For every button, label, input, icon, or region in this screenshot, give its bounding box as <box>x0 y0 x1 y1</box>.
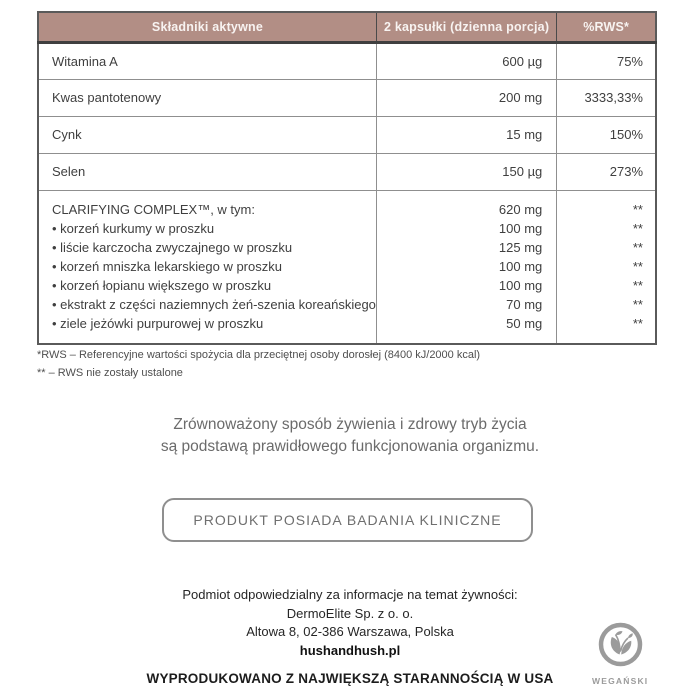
footnotes <box>37 346 480 382</box>
col-header-active-ingredients: Składniki aktywne <box>38 12 376 42</box>
balanced-diet-line1: Zrównoważony sposób żywienia i zdrowy tryb życia <box>173 416 527 433</box>
complex-item: • ekstrakt z części naziemnych żeń-szenia koreańskiego <box>52 296 376 312</box>
ingredient-amount: 600 µg <box>376 42 556 79</box>
table-row <box>38 116 656 153</box>
complex-rws: ** <box>632 277 643 293</box>
table-row-clarifying-complex <box>38 190 656 344</box>
complex-rws: ** <box>632 220 643 236</box>
balanced-diet-line2: są podstawą prawidłowego funkcjonowania organizmu. <box>160 438 540 455</box>
table-row <box>38 79 656 116</box>
complex-item: • korzeń łopianu większego w proszku <box>52 277 272 293</box>
ingredient-rws: 75% <box>557 42 656 79</box>
complex-rws: ** <box>632 315 643 331</box>
ingredient-amount: 150 µg <box>376 153 556 190</box>
complex-rws: ** <box>632 201 643 217</box>
ingredient-name: Selen <box>38 153 376 190</box>
footnote-rws-not-set: ** – RWS nie zostały ustalone <box>37 367 183 379</box>
clinical-studies-label: PRODUKT POSIADA BADANIA KLINICZNE <box>193 512 502 528</box>
complex-rws: ** <box>632 258 643 274</box>
complex-item: • korzeń mniszka lekarskiego w proszku <box>52 258 282 274</box>
company-address: Altowa 8, 02-386 Warszawa, Polska <box>246 624 454 639</box>
complex-amount: 100 mg <box>498 220 543 236</box>
leaf-icon <box>597 655 644 672</box>
responsible-entity-line: Podmiot odpowiedzialny za informacje na temat żywności: <box>182 587 518 602</box>
complex-amount: 70 mg <box>506 296 543 312</box>
complex-amount: 50 mg <box>506 315 543 331</box>
balanced-diet-note <box>0 414 700 458</box>
col-header-rws: %RWS* <box>557 12 656 42</box>
ingredient-name: Kwas pantotenowy <box>38 79 376 116</box>
made-in-usa-line: WYPRODUKOWANO Z NAJWIĘKSZĄ STARANNOŚCIĄ W USA <box>146 671 554 686</box>
complex-amount: 100 mg <box>498 277 543 293</box>
vegan-badge <box>592 621 648 686</box>
ingredient-rws: 3333,33% <box>557 79 656 116</box>
table-row <box>38 42 656 79</box>
complex-item: • ziele jeżówki purpurowej w proszku <box>52 315 264 331</box>
ingredient-name: Cynk <box>38 116 376 153</box>
complex-names-cell <box>38 190 376 344</box>
complex-amounts-cell <box>376 190 556 344</box>
ingredient-rws: 273% <box>557 153 656 190</box>
complex-rws: ** <box>632 239 643 255</box>
supplement-facts-table <box>37 11 657 345</box>
company-name: DermoElite Sp. z o. o. <box>286 605 414 621</box>
table-header-row <box>38 12 656 42</box>
complex-rws-cell <box>557 190 656 344</box>
table-row <box>38 153 656 190</box>
vegan-label: WEGAŃSKI <box>592 676 649 686</box>
complex-amount: 100 mg <box>498 258 543 274</box>
complex-amount: 125 mg <box>498 239 543 255</box>
ingredient-rws: 150% <box>557 116 656 153</box>
complex-item: • liście karczocha zwyczajnego w proszku <box>52 239 293 255</box>
complex-item: • korzeń kurkumy w proszku <box>52 220 215 236</box>
complex-rws: ** <box>632 296 643 312</box>
website-url: hushandhush.pl <box>299 642 401 658</box>
complex-title: CLARIFYING COMPLEX™, w tym: <box>52 201 255 217</box>
ingredient-amount: 15 mg <box>376 116 556 153</box>
ingredient-name: Witamina A <box>38 42 376 79</box>
clinical-studies-badge <box>162 498 533 542</box>
ingredient-amount: 200 mg <box>376 79 556 116</box>
footnote-rws: *RWS – Referencyjne wartości spożycia dla przeciętnej osoby dorosłej (8400 kJ/2000 kcal) <box>37 349 481 361</box>
col-header-daily-portion: 2 kapsułki (dzienna porcja) <box>376 12 556 42</box>
complex-amount: 620 mg <box>498 201 543 217</box>
